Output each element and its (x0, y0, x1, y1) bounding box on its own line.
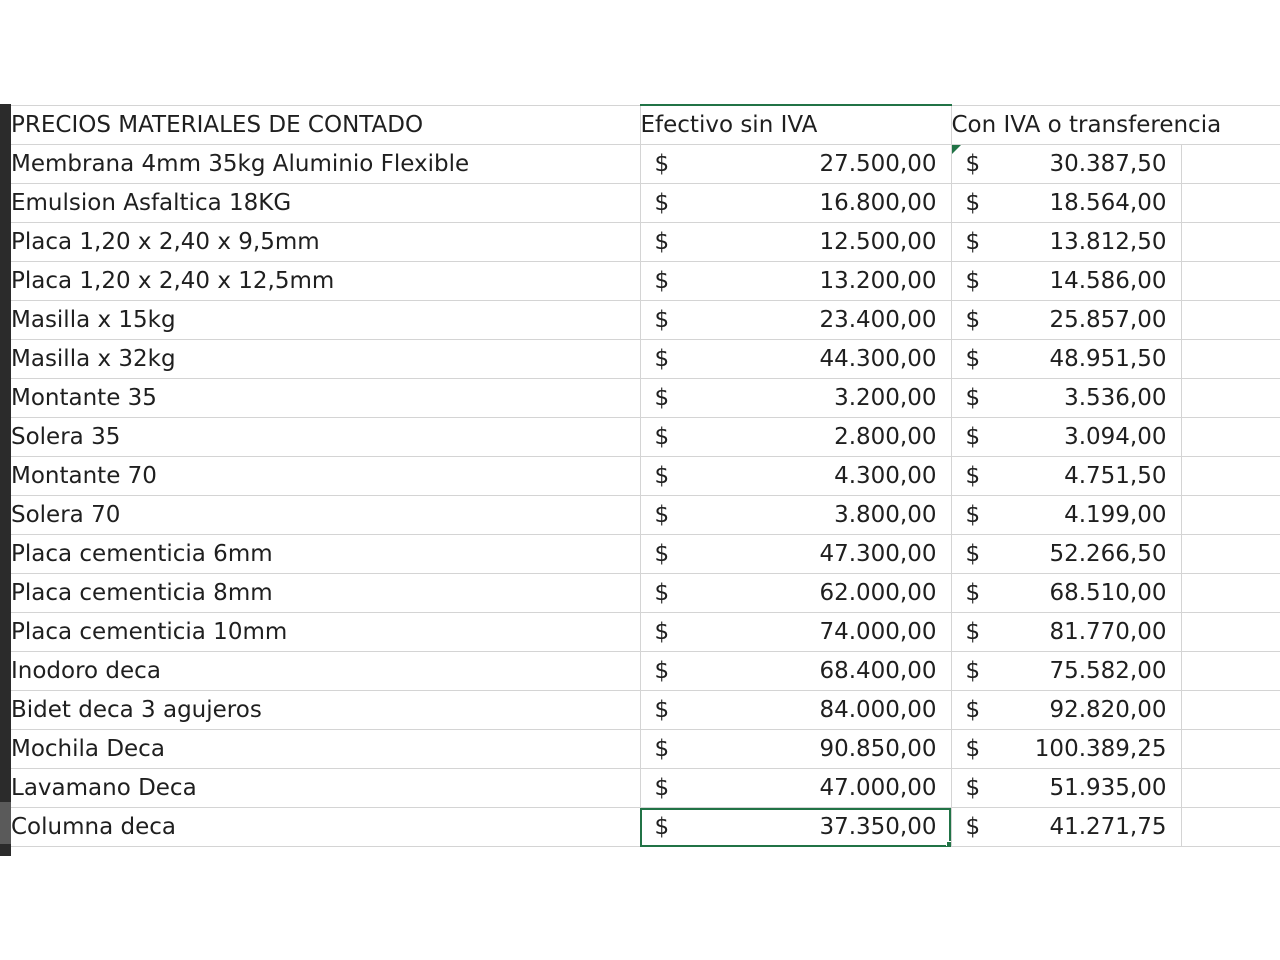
vat-price-cell[interactable] (951, 379, 1181, 418)
product-name-cell[interactable]: Columna deca (11, 808, 640, 847)
empty-cell[interactable] (1181, 223, 1280, 262)
empty-cell[interactable] (1181, 652, 1280, 691)
currency-symbol: $ (654, 151, 670, 177)
cash-price-cell[interactable] (640, 769, 951, 808)
cash-price-cell[interactable] (640, 184, 951, 223)
vat-price-cell[interactable] (951, 223, 1181, 262)
price-table (11, 104, 1280, 847)
empty-cell[interactable] (1181, 145, 1280, 184)
vat-price-cell[interactable] (951, 184, 1181, 223)
cash-amount: 47.300,00 (819, 541, 937, 567)
cash-price-cell[interactable] (640, 574, 951, 613)
fill-handle[interactable] (946, 841, 952, 847)
product-name-cell[interactable]: Placa cementicia 10mm (11, 613, 640, 652)
vat-amount: 13.812,50 (1049, 229, 1167, 255)
cash-amount: 68.400,00 (819, 658, 937, 684)
currency-symbol: $ (965, 229, 981, 255)
row-header-selected[interactable] (0, 802, 11, 844)
currency-symbol: $ (965, 385, 981, 411)
vat-price-cell[interactable] (951, 301, 1181, 340)
vat-amount: 41.271,75 (1049, 814, 1167, 840)
cash-amount: 47.000,00 (819, 775, 937, 801)
currency-symbol: $ (965, 463, 981, 489)
currency-symbol: $ (654, 658, 670, 684)
product-name-cell[interactable]: Mochila Deca (11, 730, 640, 769)
currency-symbol: $ (654, 541, 670, 567)
product-name-cell[interactable]: Inodoro deca (11, 652, 640, 691)
product-name-cell[interactable]: Solera 35 (11, 418, 640, 457)
vat-amount: 68.510,00 (1049, 580, 1167, 606)
vat-price-cell[interactable] (951, 691, 1181, 730)
currency-symbol: $ (965, 541, 981, 567)
currency-symbol: $ (654, 697, 670, 723)
header-cell-product[interactable]: PRECIOS MATERIALES DE CONTADO (11, 105, 640, 145)
cash-price-cell[interactable] (640, 496, 951, 535)
vat-price-cell[interactable] (951, 418, 1181, 457)
product-name-cell[interactable]: Montante 35 (11, 379, 640, 418)
empty-cell[interactable] (1181, 457, 1280, 496)
cash-amount: 3.800,00 (834, 502, 937, 528)
currency-symbol: $ (965, 619, 981, 645)
currency-symbol: $ (654, 502, 670, 528)
vat-amount: 81.770,00 (1049, 619, 1167, 645)
vat-amount: 48.951,50 (1049, 346, 1167, 372)
vat-price-cell[interactable] (951, 730, 1181, 769)
cash-amount: 37.350,00 (819, 814, 937, 840)
table-row (11, 769, 1280, 808)
vat-price-cell[interactable] (951, 496, 1181, 535)
table-row (11, 730, 1280, 769)
vat-amount: 4.751,50 (1064, 463, 1167, 489)
error-indicator-icon[interactable] (952, 145, 961, 154)
vat-amount: 4.199,00 (1064, 502, 1167, 528)
currency-symbol: $ (965, 814, 981, 840)
currency-symbol: $ (965, 775, 981, 801)
empty-cell[interactable] (1181, 379, 1280, 418)
empty-cell[interactable] (1181, 691, 1280, 730)
product-name-cell[interactable]: Masilla x 32kg (11, 340, 640, 379)
empty-cell[interactable] (1181, 418, 1280, 457)
vat-amount: 30.387,50 (1049, 151, 1167, 177)
empty-cell[interactable] (1181, 535, 1280, 574)
cash-amount: 62.000,00 (819, 580, 937, 606)
vat-amount: 52.266,50 (1049, 541, 1167, 567)
cash-amount: 74.000,00 (819, 619, 937, 645)
vat-price-cell[interactable] (951, 340, 1181, 379)
empty-cell[interactable] (1181, 496, 1280, 535)
row-header-strip[interactable] (0, 104, 11, 856)
cash-amount: 23.400,00 (819, 307, 937, 333)
empty-cell[interactable] (1181, 301, 1280, 340)
table-row (11, 301, 1280, 340)
cash-price-cell[interactable] (640, 613, 951, 652)
currency-symbol: $ (965, 346, 981, 372)
vat-price-cell[interactable] (951, 652, 1181, 691)
table-row (11, 574, 1280, 613)
table-row (11, 652, 1280, 691)
cash-amount: 90.850,00 (819, 736, 937, 762)
table-row (11, 340, 1280, 379)
empty-cell[interactable] (1181, 730, 1280, 769)
vat-amount: 51.935,00 (1049, 775, 1167, 801)
vat-price-cell[interactable] (951, 574, 1181, 613)
cash-price-cell[interactable] (640, 340, 951, 379)
empty-cell[interactable] (1181, 808, 1280, 847)
currency-symbol: $ (654, 736, 670, 762)
cash-amount: 4.300,00 (834, 463, 937, 489)
product-name-cell[interactable]: Placa cementicia 8mm (11, 574, 640, 613)
currency-symbol: $ (965, 658, 981, 684)
vat-amount: 92.820,00 (1049, 697, 1167, 723)
vat-amount: 100.389,25 (1034, 736, 1167, 762)
vat-amount: 75.582,00 (1049, 658, 1167, 684)
currency-symbol: $ (965, 190, 981, 216)
vat-price-cell[interactable] (951, 262, 1181, 301)
currency-symbol: $ (965, 307, 981, 333)
empty-cell[interactable] (1181, 769, 1280, 808)
vat-amount: 25.857,00 (1049, 307, 1167, 333)
cash-price-cell[interactable] (640, 145, 951, 184)
currency-symbol: $ (654, 775, 670, 801)
product-name-cell[interactable]: Montante 70 (11, 457, 640, 496)
vat-price-cell[interactable] (951, 535, 1181, 574)
empty-cell[interactable] (1181, 613, 1280, 652)
currency-symbol: $ (654, 385, 670, 411)
vat-price-cell[interactable] (951, 457, 1181, 496)
vat-price-cell[interactable] (951, 613, 1181, 652)
empty-cell[interactable] (1181, 574, 1280, 613)
currency-symbol: $ (965, 268, 981, 294)
table-row (11, 184, 1280, 223)
currency-symbol: $ (654, 268, 670, 294)
currency-symbol: $ (965, 697, 981, 723)
cash-amount: 84.000,00 (819, 697, 937, 723)
currency-symbol: $ (654, 346, 670, 372)
currency-symbol: $ (654, 307, 670, 333)
product-name-cell[interactable]: Placa 1,20 x 2,40 x 9,5mm (11, 223, 640, 262)
header-row (11, 105, 1280, 145)
cash-amount: 3.200,00 (834, 385, 937, 411)
currency-symbol: $ (654, 814, 670, 840)
currency-symbol: $ (654, 229, 670, 255)
empty-cell[interactable] (1181, 184, 1280, 223)
vat-price-cell[interactable] (951, 769, 1181, 808)
cash-price-cell[interactable] (640, 730, 951, 769)
table-row (11, 223, 1280, 262)
product-name-cell[interactable]: Emulsion Asfaltica 18KG (11, 184, 640, 223)
product-name-cell[interactable]: Masilla x 15kg (11, 301, 640, 340)
table-row (11, 145, 1280, 184)
product-name-cell[interactable]: Placa cementicia 6mm (11, 535, 640, 574)
cash-price-cell[interactable] (640, 535, 951, 574)
vat-price-cell[interactable] (951, 145, 1181, 184)
product-name-cell[interactable]: Solera 70 (11, 496, 640, 535)
cash-price-cell[interactable] (640, 457, 951, 496)
table-row (11, 379, 1280, 418)
table-row (11, 418, 1280, 457)
table-row (11, 808, 1280, 847)
currency-symbol: $ (654, 424, 670, 450)
currency-symbol: $ (965, 736, 981, 762)
table-row (11, 691, 1280, 730)
currency-symbol: $ (654, 190, 670, 216)
currency-symbol: $ (654, 463, 670, 489)
table-row (11, 496, 1280, 535)
cash-price-cell[interactable] (640, 262, 951, 301)
product-name-cell[interactable]: Membrana 4mm 35kg Aluminio Flexible (11, 145, 640, 184)
product-name-cell[interactable]: Bidet deca 3 agujeros (11, 691, 640, 730)
cash-amount: 2.800,00 (834, 424, 937, 450)
empty-cell[interactable] (1181, 262, 1280, 301)
vat-amount: 3.536,00 (1064, 385, 1167, 411)
table-row (11, 262, 1280, 301)
cash-price-cell[interactable] (640, 418, 951, 457)
header-cell-cash[interactable]: Efectivo sin IVA (640, 105, 951, 145)
vat-price-cell[interactable] (951, 808, 1181, 847)
product-name-cell[interactable]: Lavamano Deca (11, 769, 640, 808)
table-row (11, 613, 1280, 652)
spreadsheet-grid[interactable] (0, 104, 1280, 856)
vat-amount: 18.564,00 (1049, 190, 1167, 216)
cash-amount: 27.500,00 (819, 151, 937, 177)
table-row (11, 535, 1280, 574)
vat-amount: 14.586,00 (1049, 268, 1167, 294)
header-cell-vat[interactable]: Con IVA o transferencia (951, 105, 1280, 145)
selected-cash-price-cell[interactable] (640, 808, 951, 847)
cash-price-cell[interactable] (640, 652, 951, 691)
cash-amount: 16.800,00 (819, 190, 937, 216)
cash-amount: 44.300,00 (819, 346, 937, 372)
vat-amount: 3.094,00 (1064, 424, 1167, 450)
cash-amount: 12.500,00 (819, 229, 937, 255)
currency-symbol: $ (965, 502, 981, 528)
cash-price-cell[interactable] (640, 379, 951, 418)
currency-symbol: $ (965, 580, 981, 606)
cash-amount: 13.200,00 (819, 268, 937, 294)
currency-symbol: $ (654, 580, 670, 606)
product-name-cell[interactable]: Placa 1,20 x 2,40 x 12,5mm (11, 262, 640, 301)
empty-cell[interactable] (1181, 340, 1280, 379)
cash-price-cell[interactable] (640, 691, 951, 730)
currency-symbol: $ (965, 151, 981, 177)
table-row (11, 457, 1280, 496)
currency-symbol: $ (965, 424, 981, 450)
cash-price-cell[interactable] (640, 301, 951, 340)
cash-price-cell[interactable] (640, 223, 951, 262)
currency-symbol: $ (654, 619, 670, 645)
